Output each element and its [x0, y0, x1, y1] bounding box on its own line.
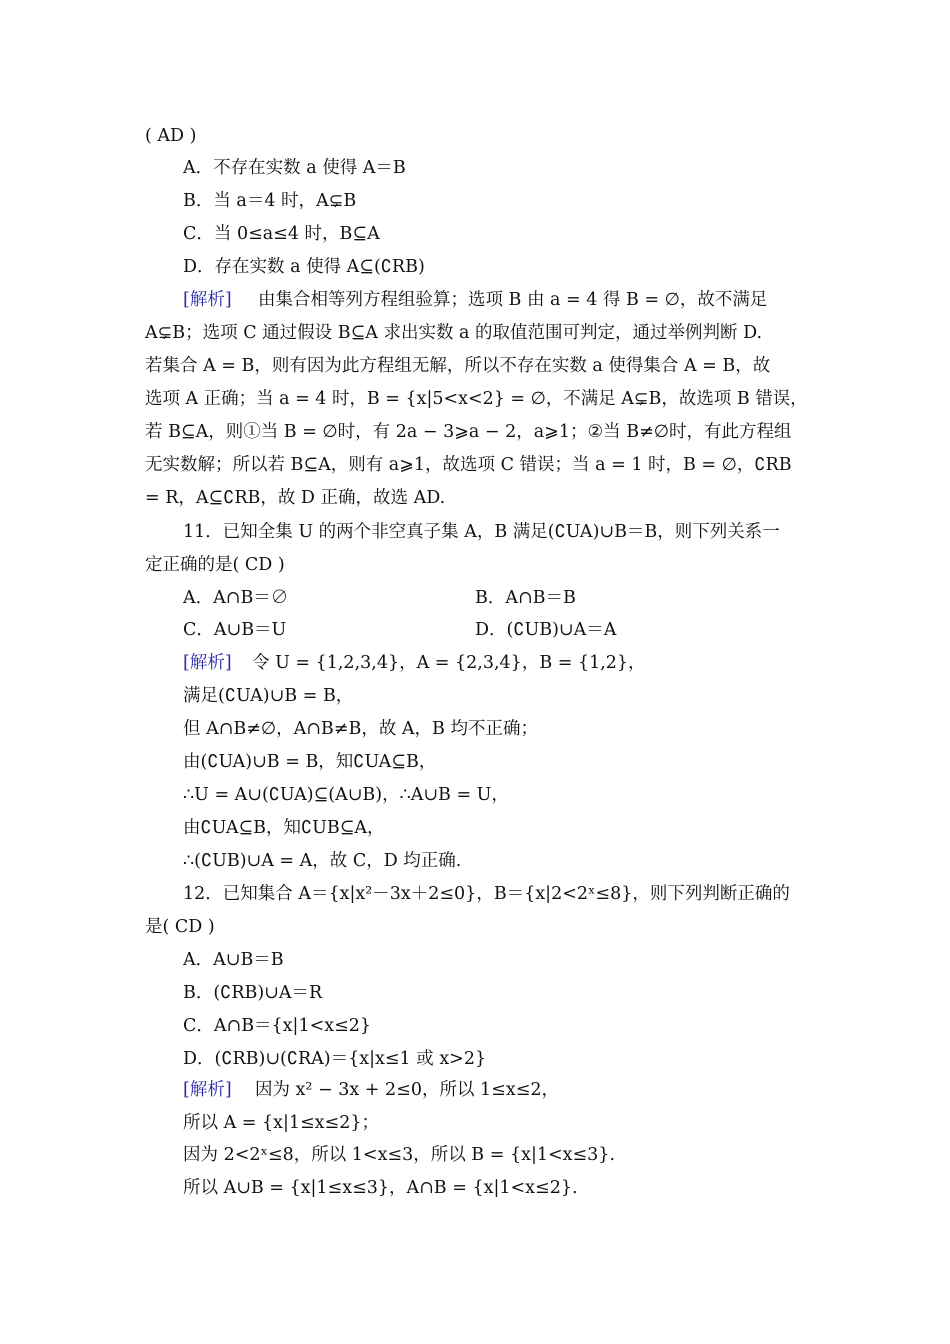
q10-analysis-tag: [解析] [183, 290, 232, 310]
q10-option-b: B．当 a＝4 时，A⊊B [183, 191, 357, 211]
q11-analysis-line: ∴(∁UB)∪A = A，故 C，D 均正确. [183, 851, 462, 871]
q11-option-b: B．A∩B＝B [475, 588, 576, 608]
q11-option-a: A．A∩B＝∅ [183, 588, 289, 608]
q11-analysis-line: 由∁UA⊆B，知∁UB⊆A， [183, 818, 385, 838]
q10-option-a: A．不存在实数 a 使得 A＝B [183, 158, 406, 178]
q10-answer: ( AD ) [145, 126, 197, 146]
q10-option-c: C．当 0≤a≤4 时，B⊆A [183, 224, 380, 244]
q12-stem: 12．已知集合 A＝{x|x²－3x＋2≤0}，B＝{x|2<2ˣ≤8}，则下列判断正确的 [183, 884, 790, 904]
q12-analysis-line: 因为 2<2ˣ≤8，所以 1<x≤3，所以 B = {x|1<x≤3}. [183, 1145, 616, 1165]
q12-analysis-line: 所以 A = {x|1≤x≤2}； [183, 1113, 379, 1133]
q10-analysis-line: 由集合相等列方程组验算；选项 B 由 a = 4 得 B = ∅，故不满足 [258, 290, 768, 310]
q12-option-d: D．(∁RB)∪(∁RA)＝{x|x≤1 或 x>2} [183, 1049, 487, 1069]
q10-analysis-line: = R，A⊆∁RB，故 D 正确，故选 AD. [145, 488, 446, 508]
q11-analysis-line: 但 A∩B≠∅，A∩B≠B，故 A，B 均不正确； [183, 719, 538, 739]
q12-option-c: C．A∩B＝{x|1<x≤2} [183, 1016, 372, 1036]
q12-stem-cont: 是( CD ) [145, 917, 215, 937]
q11-analysis-line: 满足(∁UA)∪B = B， [183, 686, 354, 706]
q12-option-b: B．(∁RB)∪A＝R [183, 983, 323, 1003]
q10-analysis-line: A⊊B；选项 C 通过假设 B⊆A 求出实数 a 的取值范围可判定，通过举例判断 D. [145, 323, 763, 343]
q10-option-d: D．存在实数 a 使得 A⊆(∁RB) [183, 257, 425, 277]
q11-option-c: C．A∪B＝U [183, 620, 287, 640]
q12-analysis-tag: [解析] [183, 1080, 232, 1100]
q10-analysis-line: 无实数解；所以若 B⊆A，则有 a⩾1，故选项 C 错误；当 a = 1 时，B = ∅，∁RB [145, 455, 792, 475]
q12-analysis-line: 所以 A∪B = {x|1≤x≤3}，A∩B = {x|1<x≤2}. [183, 1178, 578, 1198]
q12-option-a: A．A∪B＝B [183, 950, 284, 970]
q11-option-d: D．(∁UB)∪A＝A [475, 620, 617, 640]
q10-analysis-line: 若 B⊆A，则①当 B = ∅时，有 2a − 3⩾a − 2，a⩾1；②当 B≠∅时，有此方程组 [145, 422, 792, 442]
q11-stem: 11．已知全集 U 的两个非空真子集 A，B 满足(∁UA)∪B＝B，则下列关系一 [183, 522, 780, 542]
q11-analysis-line: 令 U = {1,2,3,4}，A = {2,3,4}，B = {1,2}， [252, 653, 646, 673]
q11-stem-cont: 定正确的是( CD ) [145, 555, 285, 575]
q11-analysis-line: ∴U = A∪(∁UA)⊆(A∪B)，∴A∪B = U， [183, 785, 509, 805]
q11-analysis-tag: [解析] [183, 653, 232, 673]
q10-analysis-line: 若集合 A = B，则有因为此方程组无解，所以不存在实数 a 使得集合 A = B，故 [145, 356, 771, 376]
q12-analysis-line: 因为 x² − 3x + 2≤0，所以 1≤x≤2， [255, 1080, 559, 1100]
q11-analysis-line: 由(∁UA)∪B = B，知∁UA⊆B， [183, 752, 437, 772]
q10-analysis-line: 选项 A 正确；当 a = 4 时，B = {x|5<x<2} = ∅，不满足 A⊊B，故选项 B 错误， [145, 389, 808, 409]
